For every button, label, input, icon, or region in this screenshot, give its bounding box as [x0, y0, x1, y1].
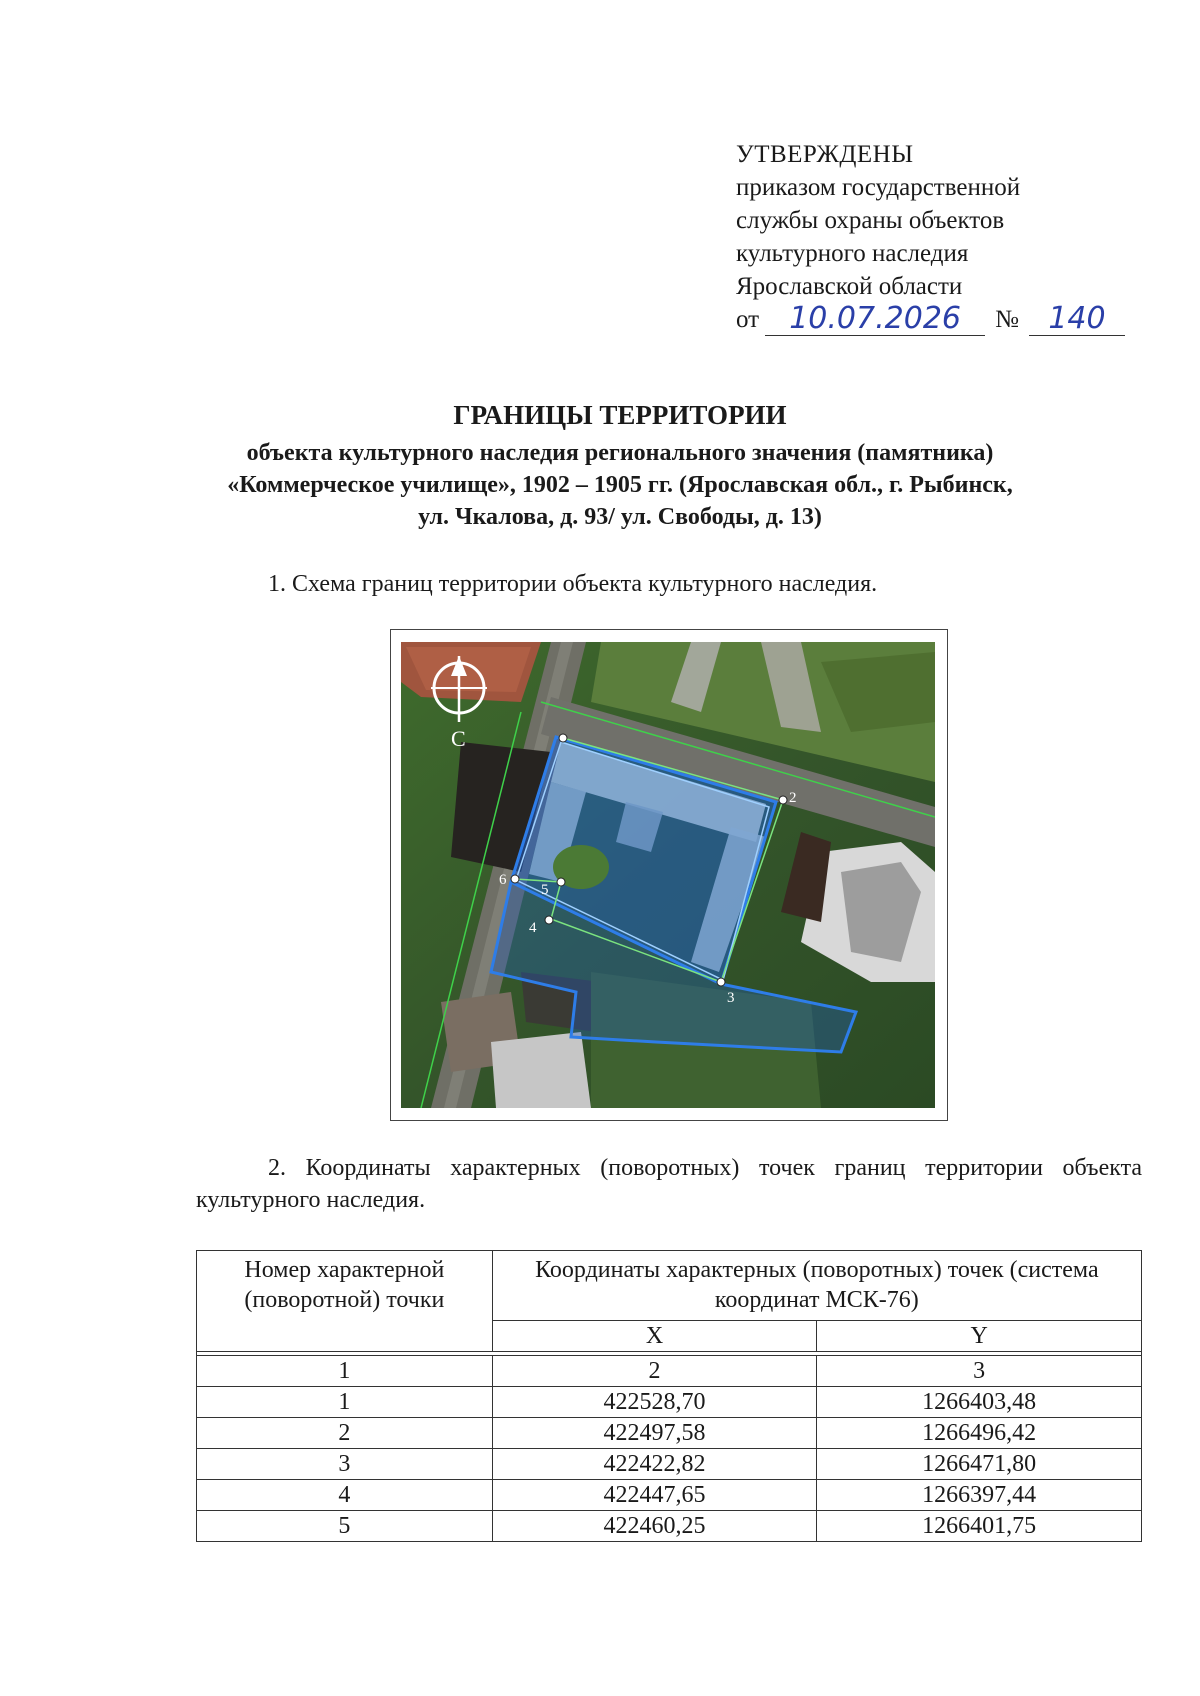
point-label: 2 — [789, 790, 797, 806]
point-number: 4 — [197, 1480, 493, 1511]
approval-line: культурного наследия — [736, 240, 969, 267]
coord-x: 422497,58 — [492, 1418, 817, 1449]
subtitle-line-3: ул. Чкалова, д. 93/ ул. Свободы, д. 13) — [418, 504, 822, 530]
aerial-map-image — [401, 642, 935, 1108]
point-number: 2 — [197, 1418, 493, 1449]
subtitle-line-1: объекта культурного наследия регионального значения (памятника) — [246, 440, 994, 466]
coord-y: 1266401,75 — [817, 1511, 1142, 1542]
index-cell: 1 — [197, 1356, 493, 1387]
coord-y: 1266471,80 — [817, 1449, 1142, 1480]
header-coordinates: Координаты характерных (поворотных) точек (система координат МСК-76) — [492, 1251, 1141, 1321]
subtitle-line-2: «Коммерческое училище», 1902 – 1905 гг. (Ярославская обл., г. Рыбинск, — [227, 472, 1013, 498]
header-y: Y — [817, 1320, 1142, 1351]
point-number: 5 — [197, 1511, 493, 1542]
header-x: X — [492, 1320, 817, 1351]
table-row — [197, 1511, 1142, 1542]
coord-x: 422422,82 — [492, 1449, 817, 1480]
approval-line: приказом государственной — [736, 174, 1021, 201]
handwritten-date: 10.07.2026 — [765, 303, 985, 336]
point-label: 6 — [499, 872, 507, 888]
index-cell: 3 — [817, 1356, 1142, 1387]
approval-line: Ярославской области — [736, 273, 963, 300]
section-1-heading: 1. Схема границ территории объекта культурного наследия. — [268, 571, 878, 597]
number-label: № — [995, 306, 1019, 333]
table-row — [197, 1449, 1142, 1480]
document-title: ГРАНИЦЫ ТЕРРИТОРИИ — [453, 400, 787, 430]
approval-block — [736, 138, 1156, 336]
table-row — [197, 1387, 1142, 1418]
coord-x: 422447,65 — [492, 1480, 817, 1511]
header-point-number: Номер характерной (поворотной) точки — [197, 1251, 493, 1352]
point-label: 5 — [541, 882, 549, 898]
table-row — [197, 1480, 1142, 1511]
coord-y: 1266496,42 — [817, 1418, 1142, 1449]
point-number: 1 — [197, 1387, 493, 1418]
handwritten-number: 140 — [1029, 303, 1125, 336]
section-2-heading: 2. Координаты характерных (поворотных) точек границ территории объекта культурного наследия. — [196, 1155, 1142, 1213]
table-row — [197, 1418, 1142, 1449]
index-cell: 2 — [492, 1356, 817, 1387]
coordinates-table — [196, 1250, 1142, 1542]
point-number: 3 — [197, 1449, 493, 1480]
approval-date-number — [736, 303, 1156, 336]
approval-heading: УТВЕРЖДЕНЫ — [736, 141, 914, 168]
coord-x: 422460,25 — [492, 1511, 817, 1542]
coord-y: 1266397,44 — [817, 1480, 1142, 1511]
coord-y: 1266403,48 — [817, 1387, 1142, 1418]
point-label: 4 — [529, 920, 537, 936]
boundary-scheme-map — [390, 629, 948, 1121]
table-index-row — [197, 1356, 1142, 1387]
compass-label: С — [451, 726, 466, 751]
from-label: от — [736, 306, 760, 333]
document-subtitle — [120, 437, 1120, 533]
approval-line: службы охраны объектов — [736, 207, 1005, 234]
coord-x: 422528,70 — [492, 1387, 817, 1418]
point-label: 3 — [727, 990, 735, 1006]
